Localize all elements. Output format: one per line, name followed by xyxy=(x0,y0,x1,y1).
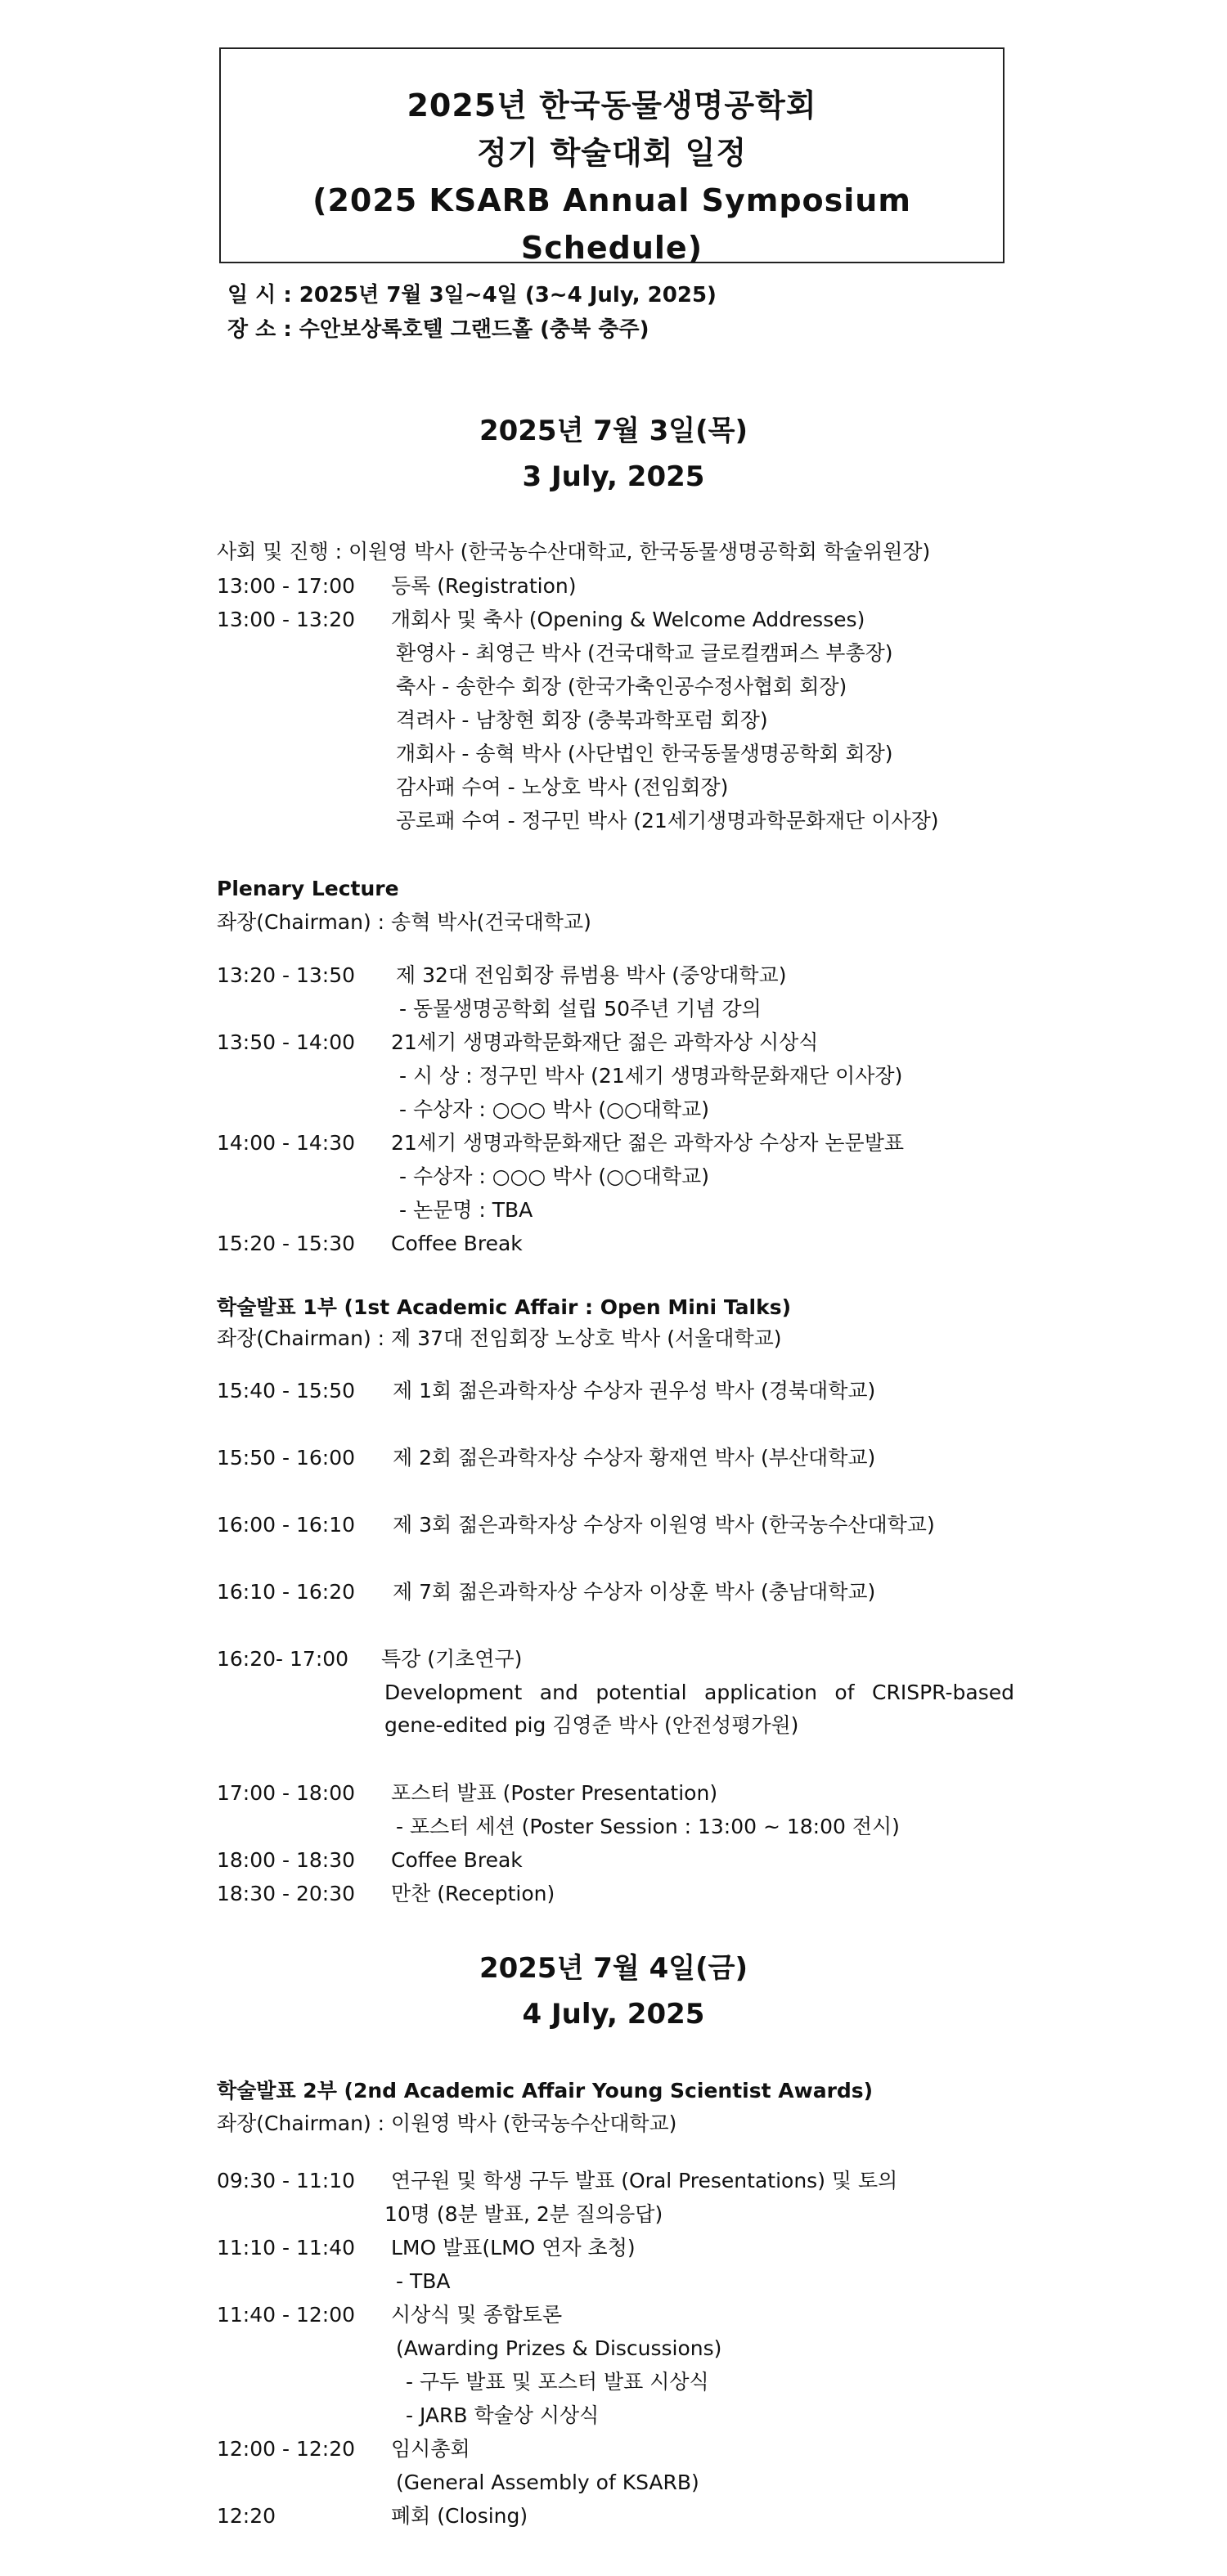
row-sub-text: - JARB 학술상 시상식 xyxy=(406,2403,600,2427)
day1-heading-ko: 2025년 7월 3일(목) xyxy=(479,415,748,447)
session1-chair: 좌장(Chairman) : 제 37대 전임회장 노상호 박사 (서울대학교) xyxy=(217,1326,782,1350)
day2-heading-ko: 2025년 7월 4일(금) xyxy=(479,1952,748,1985)
opening-item: 환영사 - 최영근 박사 (건국대학교 글로컬캠퍼스 부총장) xyxy=(396,641,893,665)
plenary-title: Plenary Lecture xyxy=(217,877,399,900)
row-time: 14:00 - 14:30 xyxy=(217,1131,356,1155)
row-text: LMO 발표(LMO 연자 초청) xyxy=(391,2236,636,2260)
row-time: 11:10 - 11:40 xyxy=(217,2236,356,2260)
row-time: 11:40 - 12:00 xyxy=(217,2303,356,2327)
special-lecture-desc-2: gene-edited pig 김영준 박사 (안전성평가원) xyxy=(384,1713,799,1737)
special-lecture-desc-1: Development and potential application of CRISPR-based xyxy=(384,1681,1014,1704)
row-time: 13:20 - 13:50 xyxy=(217,963,356,987)
row-text: 시상식 및 종합토론 xyxy=(391,2303,563,2327)
row-time: 15:40 - 15:50 xyxy=(217,1379,356,1402)
row-sub-text: - 포스터 세션 (Poster Session : 13:00 ~ 18:00 전시) xyxy=(396,1815,900,1838)
row-sub-text: - 논문명 : TBA xyxy=(399,1198,533,1222)
title-line-2: 정기 학술대회 일정 xyxy=(476,135,748,171)
row-sub-text: - 구두 발표 및 포스터 발표 시상식 xyxy=(406,2370,709,2394)
title-box xyxy=(219,47,1005,266)
opening-item: 격려사 - 남창현 회장 (충북과학포럼 회장) xyxy=(396,708,768,732)
row-time: 13:00 - 17:00 xyxy=(217,574,356,598)
opening-item: 개회사 - 송혁 박사 (사단법인 한국동물생명공학회 회장) xyxy=(396,742,893,765)
opening-item: 공로패 수여 - 정구민 박사 (21세기생명과학문화재단 이사장) xyxy=(396,809,939,832)
row-text: 임시총회 xyxy=(391,2437,470,2461)
row-text: 제 2회 젊은과학자상 수상자 황재연 박사 (부산대학교) xyxy=(393,1446,876,1470)
row-text: 제 3회 젊은과학자상 수상자 이원영 박사 (한국농수산대학교) xyxy=(393,1513,935,1537)
day1-moderator: 사회 및 진행 : 이원영 박사 (한국농수산대학교, 한국동물생명공학회 학술위원장) xyxy=(217,540,931,563)
day1-heading-en: 3 July, 2025 xyxy=(522,460,705,493)
row-time: 18:30 - 20:30 xyxy=(217,1882,356,1905)
title-line-3: (2025 KSARB Annual Symposium Schedule) xyxy=(312,182,911,266)
plenary-chair: 좌장(Chairman) : 송혁 박사(건국대학교) xyxy=(217,910,591,934)
row-sub-text: - TBA xyxy=(396,2269,451,2293)
row-text: 폐회 (Closing) xyxy=(391,2504,528,2528)
row-text: 21세기 생명과학문화재단 젊은 과학자상 시상식 xyxy=(391,1030,819,1054)
row-text: 제 1회 젊은과학자상 수상자 권우성 박사 (경북대학교) xyxy=(393,1379,876,1402)
row-sub-text: 10명 (8분 발표, 2분 질의응답) xyxy=(384,2202,663,2226)
row-text: 개회사 및 축사 (Opening & Welcome Addresses) xyxy=(391,608,865,631)
row-sub-text: - 시 상 : 정구민 박사 (21세기 생명과학문화재단 이사장) xyxy=(399,1064,903,1088)
row-time: 15:20 - 15:30 xyxy=(217,1232,356,1255)
row-sub-text: - 동물생명공학회 설립 50주년 기념 강의 xyxy=(399,997,762,1021)
row-sub-text: (General Assembly of KSARB) xyxy=(396,2471,699,2494)
event-venue: 장 소 : 수안보상록호텔 그랜드홀 (충북 충주) xyxy=(227,317,649,342)
event-info xyxy=(227,278,717,347)
row-time: 09:30 - 11:10 xyxy=(217,2169,356,2192)
row-text: 등록 (Registration) xyxy=(391,574,577,598)
row-time: 12:20 xyxy=(217,2504,276,2528)
opening-item: 감사패 수여 - 노상호 박사 (전임회장) xyxy=(396,775,729,799)
row-sub-text: (Awarding Prizes & Discussions) xyxy=(396,2336,722,2360)
row-text: Coffee Break xyxy=(391,1848,523,1872)
session1-title: 학술발표 1부 (1st Academic Affair : Open Mini Talks) xyxy=(217,1295,792,1319)
row-text: Coffee Break xyxy=(391,1232,523,1255)
event-date: 일 시 : 2025년 7월 3일~4일 (3~4 July, 2025) xyxy=(227,283,717,307)
row-time: 16:00 - 16:10 xyxy=(217,1513,356,1537)
session2-title: 학술발표 2부 (2nd Academic Affair Young Scientist Awards) xyxy=(217,2079,874,2103)
row-time: 12:00 - 12:20 xyxy=(217,2437,356,2461)
row-time: 16:10 - 16:20 xyxy=(217,1580,356,1604)
row-text: 21세기 생명과학문화재단 젊은 과학자상 수상자 논문발표 xyxy=(391,1131,904,1155)
row-time: 17:00 - 18:00 xyxy=(217,1781,356,1805)
row-time: 16:20- 17:00 xyxy=(217,1647,349,1671)
day2-heading-en: 4 July, 2025 xyxy=(522,1998,705,2031)
row-sub-text: - 수상자 : ○○○ 박사 (○○대학교) xyxy=(399,1097,709,1121)
row-time: 18:00 - 18:30 xyxy=(217,1848,356,1872)
row-time: 15:50 - 16:00 xyxy=(217,1446,356,1470)
opening-item: 축사 - 송한수 회장 (한국가축인공수정사협회 회장) xyxy=(396,675,847,698)
row-text: 제 32대 전임회장 류범용 박사 (중앙대학교) xyxy=(396,963,787,987)
row-time: 13:50 - 14:00 xyxy=(217,1030,356,1054)
row-text: 특강 (기초연구) xyxy=(381,1647,523,1671)
row-time: 13:00 - 13:20 xyxy=(217,608,356,631)
session2-chair: 좌장(Chairman) : 이원영 박사 (한국농수산대학교) xyxy=(217,2112,677,2135)
row-text: 포스터 발표 (Poster Presentation) xyxy=(391,1781,718,1805)
row-text: 연구원 및 학생 구두 발표 (Oral Presentations) 및 토의 xyxy=(391,2169,898,2192)
row-sub-text: - 수상자 : ○○○ 박사 (○○대학교) xyxy=(399,1165,709,1188)
row-text: 만찬 (Reception) xyxy=(391,1882,555,1905)
title-line-1: 2025년 한국동물생명공학회 xyxy=(407,88,817,123)
row-text: 제 7회 젊은과학자상 수상자 이상훈 박사 (충남대학교) xyxy=(393,1580,876,1604)
